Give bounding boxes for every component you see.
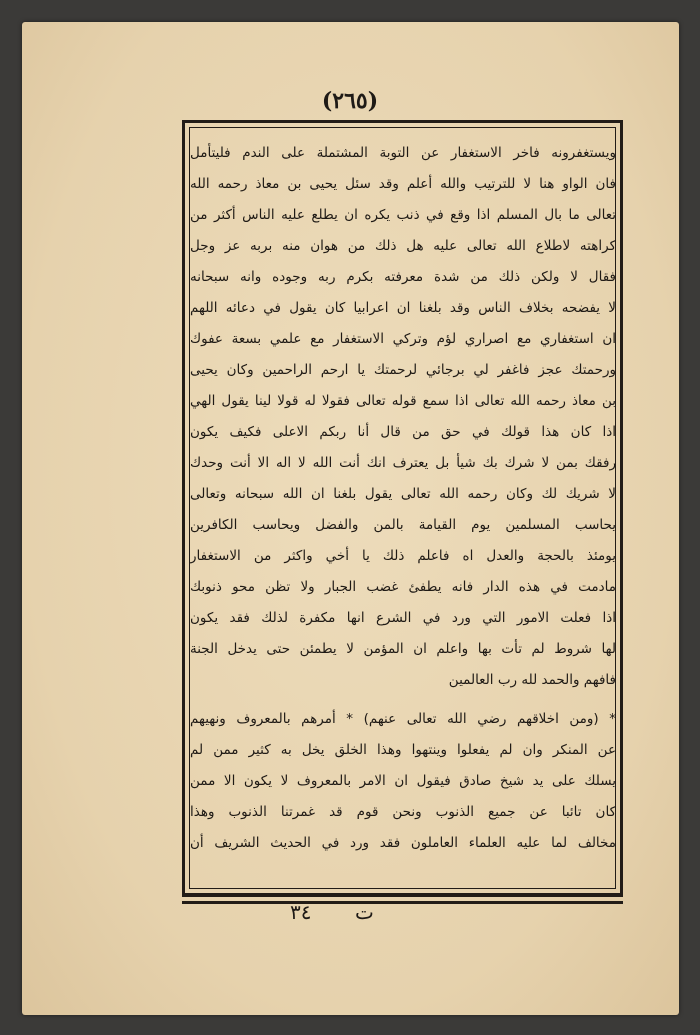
text-line: لا يفضحه بخلاف الناس وقد بلغنا ان اعرابيا كان يقول في دعائه اللهم bbox=[190, 300, 616, 316]
text-line: ان استغفاري مع اصراري لؤم وتركي الاستغفار مع علمي بسعة عفوك bbox=[190, 331, 616, 347]
text-line: فان الواو هنا لا للترتيب والله أعلم وقد سئل يحيى بن معاذ رحمه الله bbox=[190, 176, 616, 192]
page-footer bbox=[0, 900, 700, 930]
text-line: بن معاذ رحمه الله تعالى اذا سمع قوله تعالى فقولا له قولا لينا يقول الهي bbox=[190, 393, 616, 409]
main-text bbox=[190, 138, 616, 888]
text-line: عن المنكر وان لم يفعلوا وينتهوا وهذا الخلق يخل به كثير ممن لم bbox=[190, 742, 616, 758]
section-heading-line: * (ومن اخلاقهم رضي الله تعالى عنهم) * أمرهم بالمعروف ونهيهم bbox=[190, 711, 616, 727]
text-line: اذا كان هذا قولك في حق من قال أنا ربكم الاعلى فكيف يكون bbox=[190, 424, 616, 440]
page-number: (٢٦٥) bbox=[321, 88, 379, 114]
text-line: يومئذ بالحجة والعدل اه فاعلم ذلك يا أخي واكثر من الاستغفار bbox=[190, 548, 616, 564]
text-line: فافهم والحمد لله رب العالمين bbox=[448, 672, 616, 688]
catchword: ت bbox=[355, 900, 374, 924]
text-line: يسلك على يد شيخ صادق فيقول ان الامر بالمعروف لا يكون الا ممن bbox=[190, 773, 616, 789]
text-line: كان تائبا عن جميع الذنوب ونحن قوم قد غمرتنا الذنوب وهذا bbox=[190, 804, 616, 820]
text-line: لها شروط لم تأت بها واعلم ان المؤمن لا يطمئن حتى يدخل الجنة bbox=[190, 641, 616, 657]
text-line: اذا فعلت الامور التي ورد في الشرع انها مكفرة لذلك فقد يكون bbox=[190, 610, 616, 626]
text-line: رفقك بمن لا شرك بك شيأ بل يعترف انك أنت الله لا اله الا أنت وحدك bbox=[190, 455, 616, 471]
text-line: ورحمتك عجز فاغفر لي برجائي لرحمتك يا ارحم الراحمين وكان يحيى bbox=[190, 362, 616, 378]
text-line: مخالف لما عليه العلماء العاملون فقد ورد في الحديث الشريف أن bbox=[190, 835, 616, 851]
text-line: كراهته لاطلاع الله تعالى عليه هل ذلك من هوان منه بربه عز وجل bbox=[190, 238, 616, 254]
text-line: فقال لا ولكن ذلك من شدة معرفته بكرم ربه وجوده وانه سبحانه bbox=[190, 269, 616, 285]
text-line: تعالى ما بال المسلم اذا وقع في ذنب يكره ان يطلع عليه الناس أكثر من bbox=[190, 207, 616, 223]
text-line: لا شريك لك وكان رحمه الله تعالى يقول بلغنا ان الله سبحانه وتعالى bbox=[190, 486, 616, 502]
text-line: مادمت في هذه الدار فانه يطفئ غضب الجبار ولا تظن محو ذنوبك bbox=[190, 579, 616, 595]
text-line: ويستغفرونه فاخر الاستغفار عن التوبة المشتملة على الندم فليتأمل bbox=[190, 145, 616, 161]
signature-mark: ٣٤ bbox=[290, 900, 312, 924]
text-line: يحاسب المسلمين يوم القيامة بالمن والفضل ويحاسب الكافرين bbox=[190, 517, 616, 533]
